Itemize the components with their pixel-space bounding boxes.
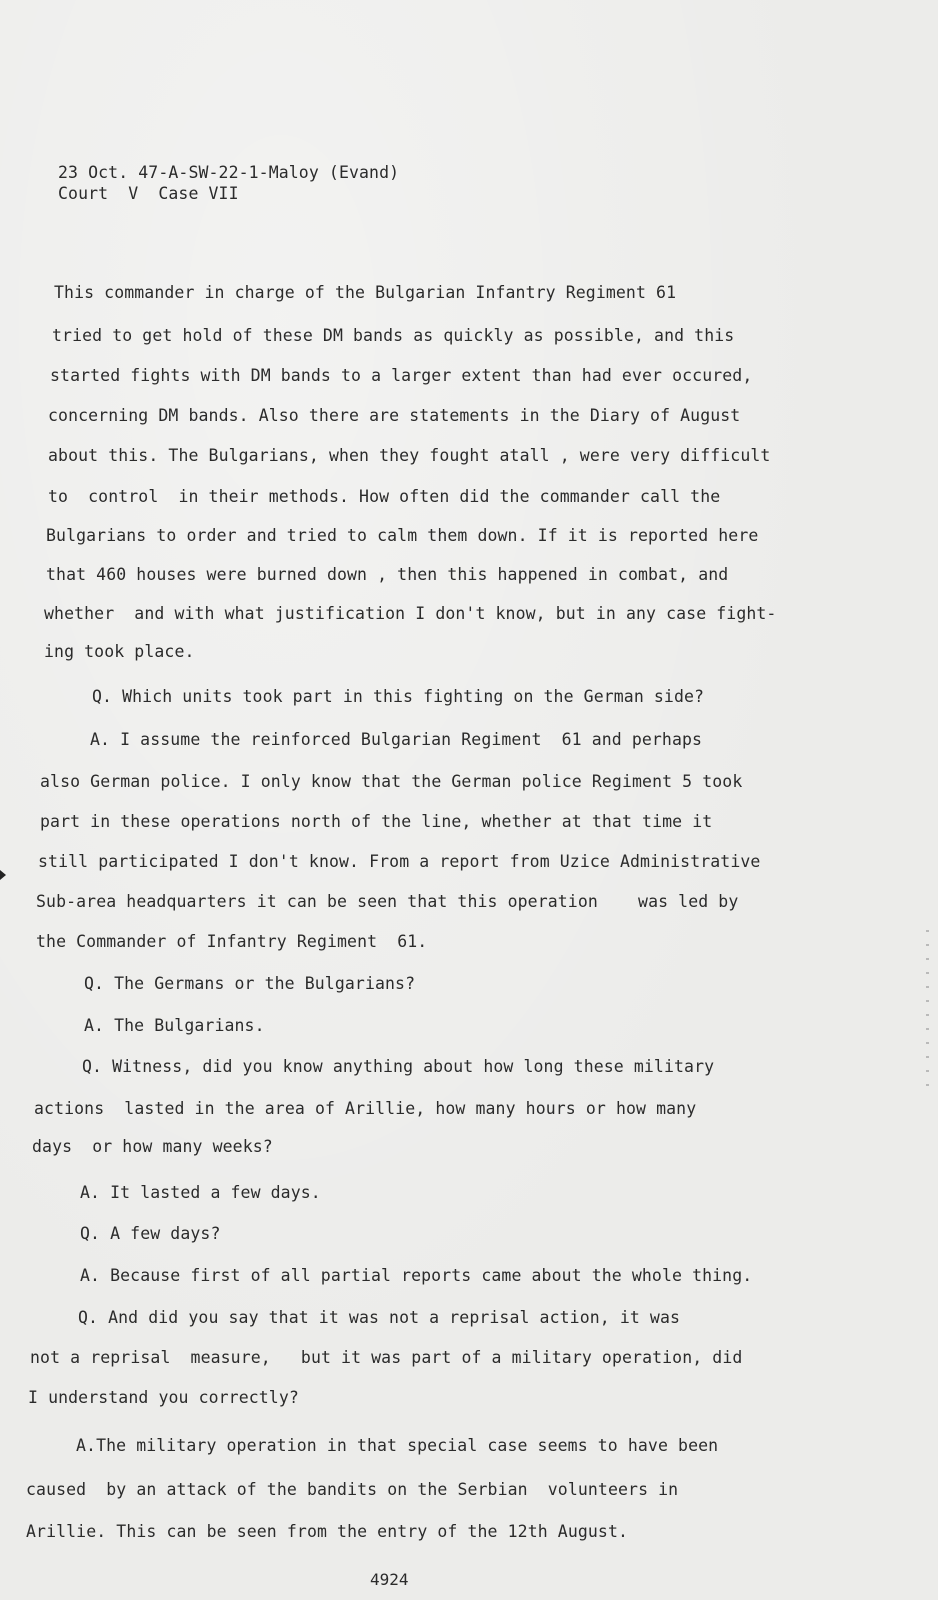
- transcript-line: A. It lasted a few days.: [80, 1183, 321, 1202]
- header-reference: 23 Oct. 47-A-SW-22-1-Maloy (Evand): [58, 163, 400, 182]
- transcript-line: A.The military operation in that special case seems to have been: [76, 1436, 719, 1455]
- transcript-line: started fights with DM bands to a larger extent than had ever occured,: [50, 366, 753, 385]
- transcript-line: A. I assume the reinforced Bulgarian Regiment 61 and perhaps: [90, 730, 703, 749]
- page-edge-marks: [926, 930, 929, 1090]
- transcript-line: that 460 houses were burned down , then this happened in combat, and: [46, 565, 729, 584]
- transcript-line: concerning DM bands. Also there are statements in the Diary of August: [48, 406, 741, 425]
- transcript-line: Q. A few days?: [80, 1224, 221, 1243]
- transcript-line: Arillie. This can be seen from the entry of the 12th August.: [26, 1522, 629, 1541]
- transcript-line: Q. Which units took part in this fighting on the German side?: [92, 687, 705, 706]
- transcript-line: tried to get hold of these DM bands as quickly as possible, and this: [52, 326, 735, 345]
- transcript-line: the Commander of Infantry Regiment 61.: [36, 932, 428, 951]
- transcript-line: A. Because first of all partial reports came about the whole thing.: [80, 1266, 753, 1285]
- transcript-line: Bulgarians to order and tried to calm them down. If it is reported here: [46, 526, 759, 545]
- transcript-line: to control in their methods. How often did the commander call the: [48, 487, 721, 506]
- transcript-line: actions lasted in the area of Arillie, how many hours or how many: [34, 1099, 697, 1118]
- transcript-line: Q. The Germans or the Bulgarians?: [84, 974, 416, 993]
- transcript-line: ing took place.: [44, 642, 195, 661]
- transcript-line: days or how many weeks?: [32, 1137, 273, 1156]
- binder-mark: [0, 870, 6, 880]
- transcript-line: Q. Witness, did you know anything about how long these military: [82, 1057, 715, 1076]
- transcript-line: not a reprisal measure, but it was part of a military operation, did: [30, 1348, 743, 1367]
- transcript-line: whether and with what justification I don't know, but in any case fight-: [44, 604, 777, 623]
- transcript-line: about this. The Bulgarians, when they fought atall , were very difficult: [48, 446, 771, 465]
- transcript-line: caused by an attack of the bandits on the Serbian volunteers in: [26, 1480, 679, 1499]
- transcript-line: I understand you correctly?: [28, 1388, 299, 1407]
- document-header: [58, 162, 399, 204]
- transcript-line: also German police. I only know that the German police Regiment 5 took: [40, 772, 743, 791]
- transcript-line: Sub-area headquarters it can be seen that this operation was led by: [36, 892, 739, 911]
- transcript-line: Q. And did you say that it was not a reprisal action, it was: [78, 1308, 681, 1327]
- page-number: 4924: [370, 1570, 409, 1589]
- transcript-line: This commander in charge of the Bulgarian Infantry Regiment 61: [54, 283, 677, 302]
- transcript-line: still participated I don't know. From a report from Uzice Administrative: [38, 852, 761, 871]
- transcript-line: part in these operations north of the line, whether at that time it: [40, 812, 713, 831]
- header-court-case: Court V Case VII: [58, 184, 239, 203]
- transcript-line: A. The Bulgarians.: [84, 1016, 265, 1035]
